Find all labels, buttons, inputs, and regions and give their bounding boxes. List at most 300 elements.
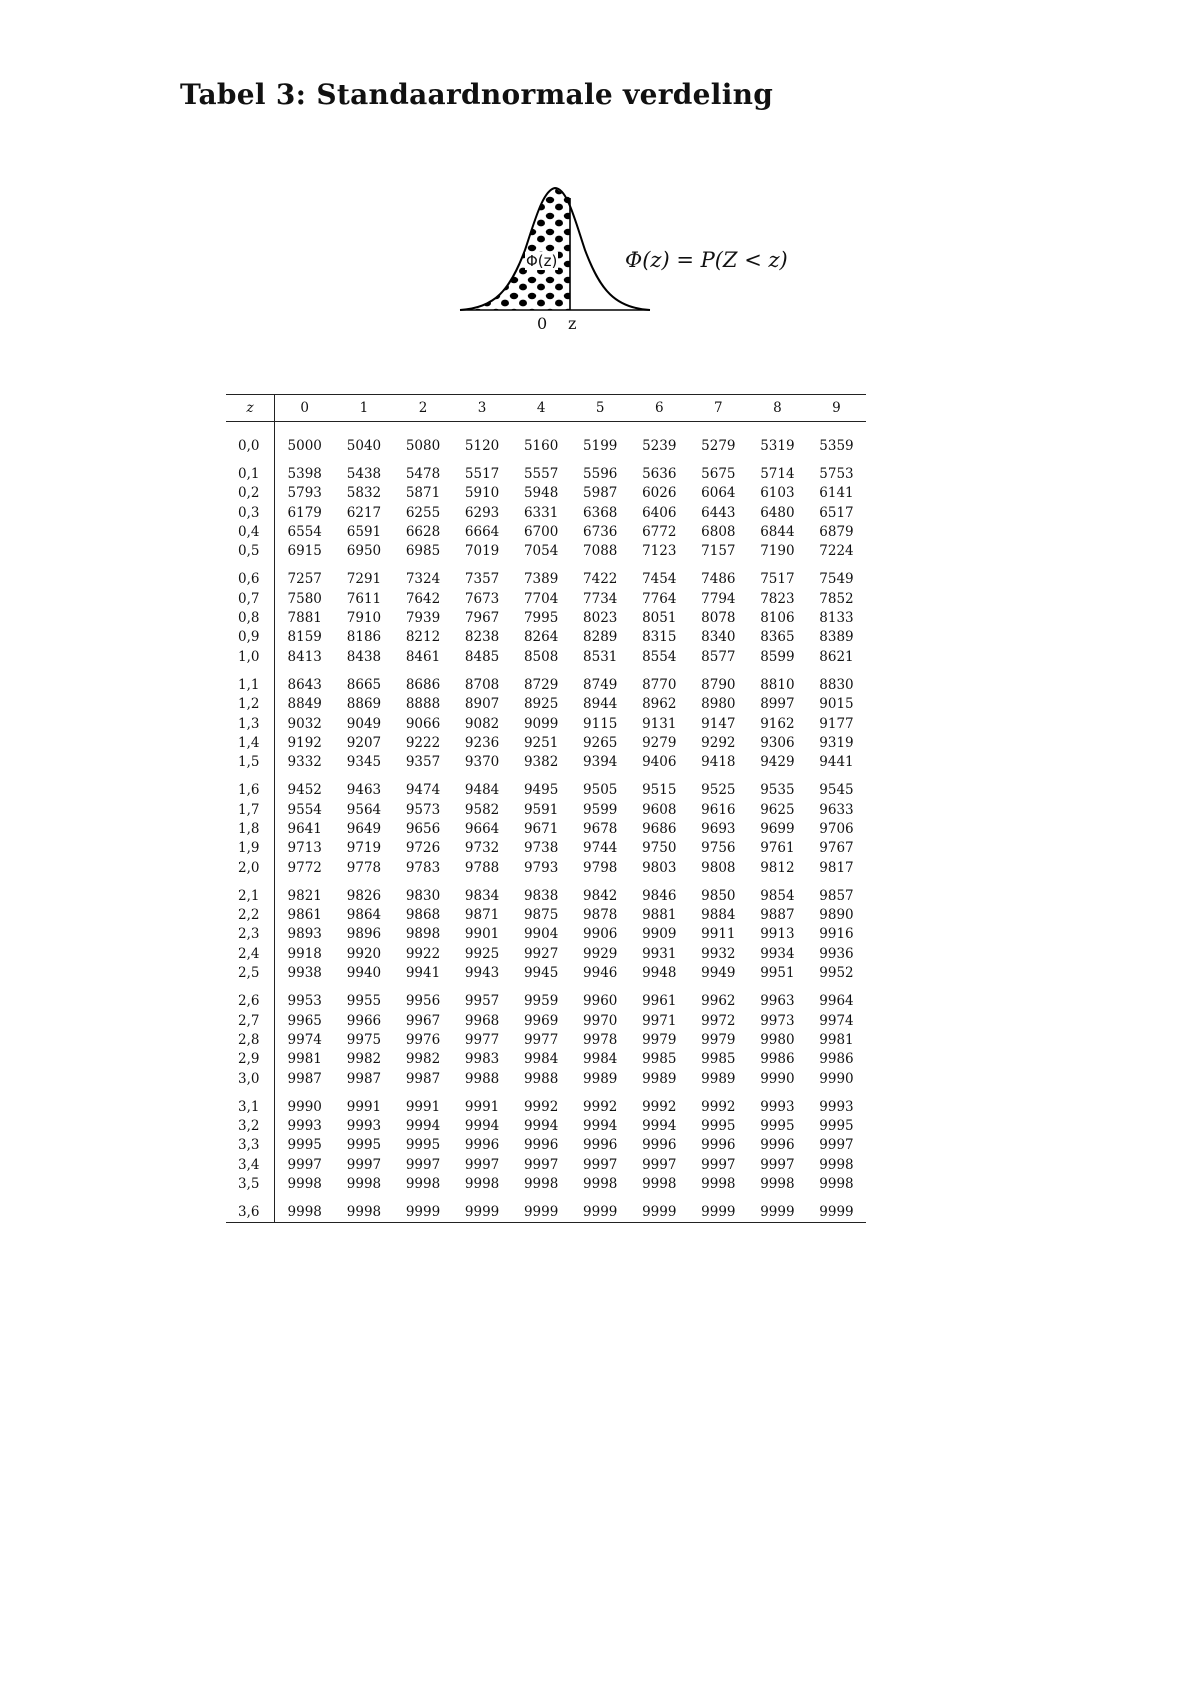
probability-cell: 9998 xyxy=(346,1176,382,1193)
probability-cell: 9999 xyxy=(523,1204,559,1221)
probability-cell: 9131 xyxy=(642,715,677,732)
probability-cell: 9991 xyxy=(346,1098,382,1115)
probability-cell: 9927 xyxy=(523,945,559,962)
probability-cell: 5517 xyxy=(464,465,500,482)
column-header-8: 8 xyxy=(748,395,807,422)
probability-cell: 9115 xyxy=(583,715,618,732)
probability-cell: 9979 xyxy=(642,1031,677,1048)
probability-cell: 9952 xyxy=(819,965,854,982)
probability-cell: 9995 xyxy=(760,1118,795,1135)
probability-cell: 9756 xyxy=(701,840,736,857)
probability-cell: 9979 xyxy=(701,1031,736,1048)
probability-cell: 7517 xyxy=(760,571,795,588)
probability-cell: 9984 xyxy=(583,1051,618,1068)
probability-cell: 9474 xyxy=(405,782,441,799)
probability-cell: 5239 xyxy=(642,437,677,454)
probability-cell: 9591 xyxy=(523,801,559,818)
table-row xyxy=(226,561,866,589)
probability-cell: 9999 xyxy=(760,1204,795,1221)
probability-cell: 9406 xyxy=(642,754,677,771)
probability-cell: 9918 xyxy=(287,945,322,962)
probability-cell: 8365 xyxy=(760,629,795,646)
probability-cell: 9967 xyxy=(405,1012,441,1029)
normal-curve-figure xyxy=(455,180,815,340)
probability-cell: 8508 xyxy=(523,648,559,665)
probability-cell: 9925 xyxy=(464,945,500,962)
column-header-9: 9 xyxy=(807,395,866,422)
probability-cell: 9994 xyxy=(464,1118,500,1135)
table-row xyxy=(226,1117,866,1136)
probability-cell: 5596 xyxy=(583,465,618,482)
probability-cell: 9871 xyxy=(464,907,500,924)
probability-cell: 9988 xyxy=(523,1070,559,1087)
probability-cell: 8643 xyxy=(287,676,322,693)
probability-cell: 9608 xyxy=(642,801,677,818)
z-value: 1,0 xyxy=(226,647,275,666)
table-row xyxy=(226,944,866,963)
probability-cell: 9826 xyxy=(346,887,382,904)
probability-cell: 7422 xyxy=(583,571,618,588)
probability-cell: 5714 xyxy=(760,465,795,482)
probability-cell: 9980 xyxy=(760,1031,795,1048)
probability-cell: 9738 xyxy=(523,840,559,857)
probability-cell: 9864 xyxy=(346,907,382,924)
table-row xyxy=(226,455,866,483)
probability-cell: 9975 xyxy=(346,1031,382,1048)
z-column-header: z xyxy=(226,395,275,422)
probability-cell: 6879 xyxy=(819,523,854,540)
z-value: 1,3 xyxy=(226,714,275,733)
probability-cell: 9941 xyxy=(405,965,441,982)
probability-cell: 8133 xyxy=(819,610,854,627)
probability-cell: 9345 xyxy=(346,754,382,771)
probability-cell: 5753 xyxy=(819,465,854,482)
probability-cell: 9951 xyxy=(760,965,795,982)
table-row xyxy=(226,628,866,647)
z-value: 1,5 xyxy=(226,752,275,771)
z-value: 3,2 xyxy=(226,1117,275,1136)
probability-cell: 9988 xyxy=(464,1070,500,1087)
probability-cell: 9850 xyxy=(701,887,736,904)
probability-cell: 9991 xyxy=(464,1098,500,1115)
table-row xyxy=(226,1136,866,1155)
probability-cell: 5319 xyxy=(760,437,795,454)
probability-cell: 8023 xyxy=(583,610,618,627)
table-row xyxy=(226,647,866,666)
table-row xyxy=(226,608,866,627)
probability-cell: 9966 xyxy=(346,1012,382,1029)
probability-cell: 9973 xyxy=(760,1012,795,1029)
probability-cell: 7611 xyxy=(346,590,382,607)
probability-cell: 9997 xyxy=(287,1156,322,1173)
probability-cell: 9997 xyxy=(701,1156,736,1173)
probability-cell: 8888 xyxy=(405,696,441,713)
probability-cell: 9049 xyxy=(346,715,382,732)
probability-cell: 9999 xyxy=(583,1204,618,1221)
probability-cell: 9545 xyxy=(819,782,854,799)
probability-cell: 9878 xyxy=(583,907,618,924)
probability-cell: 9998 xyxy=(346,1204,382,1221)
probability-cell: 9911 xyxy=(701,926,736,943)
z-value: 3,0 xyxy=(226,1069,275,1088)
probability-cell: 9993 xyxy=(346,1118,382,1135)
table-row xyxy=(226,541,866,560)
probability-cell: 6808 xyxy=(701,523,736,540)
probability-cell: 9964 xyxy=(819,993,854,1010)
probability-cell: 9995 xyxy=(701,1118,736,1135)
probability-cell: 9955 xyxy=(346,993,382,1010)
probability-cell: 9999 xyxy=(405,1204,441,1221)
probability-cell: 9599 xyxy=(583,801,618,818)
probability-cell: 9960 xyxy=(583,993,618,1010)
probability-cell: 9984 xyxy=(523,1051,559,1068)
probability-cell: 6103 xyxy=(760,485,795,502)
probability-cell: 9948 xyxy=(642,965,677,982)
probability-cell: 9996 xyxy=(701,1137,736,1154)
probability-cell: 8485 xyxy=(464,648,500,665)
probability-cell: 7454 xyxy=(642,571,677,588)
probability-cell: 9713 xyxy=(287,840,322,857)
table-row xyxy=(226,1011,866,1030)
z-value: 2,7 xyxy=(226,1011,275,1030)
probability-cell: 9989 xyxy=(583,1070,618,1087)
table-row xyxy=(226,1174,866,1193)
probability-cell: 7673 xyxy=(464,590,500,607)
probability-cell: 5987 xyxy=(583,485,618,502)
probability-cell: 9994 xyxy=(583,1118,618,1135)
probability-cell: 9991 xyxy=(405,1098,441,1115)
probability-cell: 9846 xyxy=(642,887,677,904)
probability-cell: 8577 xyxy=(701,648,736,665)
probability-cell: 9996 xyxy=(583,1137,618,1154)
column-header-3: 3 xyxy=(453,395,512,422)
probability-cell: 9693 xyxy=(701,820,736,837)
table-row xyxy=(226,877,866,905)
probability-cell: 9793 xyxy=(523,859,559,876)
probability-cell: 9821 xyxy=(287,887,322,904)
probability-cell: 5120 xyxy=(464,437,500,454)
probability-cell: 6736 xyxy=(583,523,618,540)
probability-cell: 9983 xyxy=(464,1051,500,1068)
table-row xyxy=(226,733,866,752)
z-value: 1,6 xyxy=(226,772,275,800)
probability-cell: 9976 xyxy=(405,1031,441,1048)
probability-cell: 9357 xyxy=(405,754,441,771)
table-row xyxy=(226,695,866,714)
probability-cell: 9505 xyxy=(583,782,618,799)
z-value: 2,1 xyxy=(226,877,275,905)
probability-cell: 9992 xyxy=(523,1098,559,1115)
probability-cell: 9857 xyxy=(819,887,854,904)
probability-cell: 9985 xyxy=(701,1051,736,1068)
z-value: 0,9 xyxy=(226,628,275,647)
probability-cell: 9015 xyxy=(819,696,854,713)
probability-cell: 8438 xyxy=(346,648,382,665)
table-row xyxy=(226,800,866,819)
probability-cell: 5040 xyxy=(346,437,382,454)
probability-cell: 8686 xyxy=(405,676,441,693)
probability-cell: 9292 xyxy=(701,734,736,751)
probability-cell: 9656 xyxy=(405,820,441,837)
probability-cell: 8980 xyxy=(701,696,736,713)
probability-cell: 7881 xyxy=(287,610,322,627)
probability-cell: 9997 xyxy=(405,1156,441,1173)
table-row xyxy=(226,819,866,838)
probability-cell: 7224 xyxy=(819,543,854,560)
probability-cell: 5871 xyxy=(405,485,441,502)
probability-cell: 9706 xyxy=(819,820,854,837)
probability-cell: 9977 xyxy=(523,1031,559,1048)
probability-cell: 8554 xyxy=(642,648,677,665)
probability-cell: 9319 xyxy=(819,734,854,751)
probability-cell: 9744 xyxy=(583,840,618,857)
probability-cell: 6293 xyxy=(464,504,500,521)
probability-cell: 9881 xyxy=(642,907,677,924)
probability-cell: 5398 xyxy=(287,465,322,482)
probability-cell: 6217 xyxy=(346,504,382,521)
probability-cell: 5675 xyxy=(701,465,736,482)
probability-cell: 9732 xyxy=(464,840,500,857)
probability-cell: 8830 xyxy=(819,676,854,693)
probability-cell: 7054 xyxy=(523,543,559,560)
probability-cell: 5636 xyxy=(642,465,677,482)
probability-cell: 9982 xyxy=(405,1051,441,1068)
probability-cell: 7324 xyxy=(405,571,441,588)
probability-cell: 5793 xyxy=(287,485,322,502)
cdf-formula: Φ(z) = P(Z < z) xyxy=(625,248,788,272)
probability-cell: 9817 xyxy=(819,859,854,876)
column-header-6: 6 xyxy=(630,395,689,422)
probability-cell: 9279 xyxy=(642,734,677,751)
probability-cell: 7939 xyxy=(405,610,441,627)
probability-cell: 9990 xyxy=(287,1098,322,1115)
probability-cell: 9994 xyxy=(642,1118,677,1135)
z-value: 2,4 xyxy=(226,944,275,963)
probability-cell: 8708 xyxy=(464,676,500,693)
probability-cell: 8869 xyxy=(346,696,382,713)
probability-cell: 9616 xyxy=(701,801,736,818)
probability-cell: 9995 xyxy=(819,1118,854,1135)
probability-cell: 9998 xyxy=(464,1176,500,1193)
probability-cell: 9032 xyxy=(287,715,322,732)
shaded-area-label: Φ(z) xyxy=(526,252,558,270)
probability-cell: 9671 xyxy=(523,820,559,837)
probability-cell: 7823 xyxy=(760,590,795,607)
probability-cell: 9906 xyxy=(583,926,618,943)
probability-cell: 8770 xyxy=(642,676,677,693)
probability-cell: 9686 xyxy=(642,820,677,837)
probability-cell: 9441 xyxy=(819,754,854,771)
probability-cell: 9953 xyxy=(287,993,322,1010)
probability-cell: 9265 xyxy=(583,734,618,751)
table-row xyxy=(226,589,866,608)
probability-cell: 9977 xyxy=(464,1031,500,1048)
table-row xyxy=(226,963,866,982)
probability-cell: 8289 xyxy=(583,629,618,646)
probability-cell: 9082 xyxy=(464,715,500,732)
z-value: 1,9 xyxy=(226,839,275,858)
table-row xyxy=(226,1155,866,1174)
probability-cell: 9922 xyxy=(405,945,441,962)
probability-cell: 7157 xyxy=(701,543,736,560)
probability-cell: 9962 xyxy=(701,993,736,1010)
probability-cell: 6772 xyxy=(642,523,677,540)
probability-cell: 9788 xyxy=(464,859,500,876)
probability-cell: 9929 xyxy=(583,945,618,962)
probability-cell: 9147 xyxy=(701,715,736,732)
probability-cell: 9943 xyxy=(464,965,500,982)
table-row xyxy=(226,422,866,456)
probability-cell: 9861 xyxy=(287,907,322,924)
probability-cell: 8238 xyxy=(464,629,500,646)
probability-cell: 9222 xyxy=(405,734,441,751)
probability-cell: 6950 xyxy=(346,543,382,560)
table-row xyxy=(226,484,866,503)
probability-cell: 5199 xyxy=(583,437,618,454)
probability-cell: 8186 xyxy=(346,629,382,646)
probability-cell: 9938 xyxy=(287,965,322,982)
probability-cell: 8810 xyxy=(760,676,795,693)
probability-cell: 6141 xyxy=(819,485,854,502)
probability-cell: 9969 xyxy=(523,1012,559,1029)
probability-cell: 9916 xyxy=(819,926,854,943)
probability-cell: 9956 xyxy=(405,993,441,1010)
probability-cell: 9999 xyxy=(464,1204,500,1221)
probability-cell: 8106 xyxy=(760,610,795,627)
probability-cell: 9890 xyxy=(819,907,854,924)
table-row xyxy=(226,858,866,877)
probability-cell: 9573 xyxy=(405,801,441,818)
probability-cell: 9207 xyxy=(346,734,382,751)
probability-cell: 5160 xyxy=(523,437,559,454)
z-table xyxy=(226,394,866,1223)
probability-cell: 9803 xyxy=(642,859,677,876)
probability-cell: 9987 xyxy=(405,1070,441,1087)
probability-cell: 9904 xyxy=(523,926,559,943)
table-row xyxy=(226,772,866,800)
probability-cell: 9997 xyxy=(523,1156,559,1173)
probability-cell: 6443 xyxy=(701,504,736,521)
probability-cell: 9997 xyxy=(642,1156,677,1173)
probability-cell: 6406 xyxy=(642,504,677,521)
probability-cell: 5359 xyxy=(819,437,854,454)
probability-cell: 5910 xyxy=(464,485,500,502)
probability-cell: 6664 xyxy=(464,523,500,540)
z-value: 2,3 xyxy=(226,925,275,944)
column-header-0: 0 xyxy=(275,395,335,422)
probability-cell: 9932 xyxy=(701,945,736,962)
probability-cell: 9934 xyxy=(760,945,795,962)
z-value: 0,2 xyxy=(226,484,275,503)
z-value: 3,1 xyxy=(226,1088,275,1116)
probability-cell: 6915 xyxy=(287,543,322,560)
probability-cell: 9625 xyxy=(760,801,795,818)
table-row xyxy=(226,752,866,771)
probability-cell: 6628 xyxy=(405,523,441,540)
probability-cell: 8729 xyxy=(523,676,559,693)
probability-cell: 9936 xyxy=(819,945,854,962)
z-value: 0,5 xyxy=(226,541,275,560)
probability-cell: 9972 xyxy=(701,1012,736,1029)
probability-cell: 9778 xyxy=(346,859,382,876)
probability-cell: 9998 xyxy=(819,1156,854,1173)
probability-cell: 9986 xyxy=(819,1051,854,1068)
probability-cell: 9971 xyxy=(642,1012,677,1029)
probability-cell: 6064 xyxy=(701,485,736,502)
probability-cell: 8315 xyxy=(642,629,677,646)
table-row xyxy=(226,522,866,541)
probability-cell: 9236 xyxy=(464,734,500,751)
probability-cell: 9875 xyxy=(523,907,559,924)
probability-cell: 8599 xyxy=(760,648,795,665)
probability-cell: 8749 xyxy=(583,676,618,693)
probability-cell: 9999 xyxy=(819,1204,854,1221)
column-header-4: 4 xyxy=(512,395,571,422)
z-value: 2,9 xyxy=(226,1050,275,1069)
probability-cell: 9909 xyxy=(642,926,677,943)
probability-cell: 9838 xyxy=(523,887,559,904)
probability-cell: 9920 xyxy=(346,945,382,962)
probability-cell: 9998 xyxy=(819,1176,854,1193)
probability-cell: 9985 xyxy=(642,1051,677,1068)
probability-cell: 6554 xyxy=(287,523,322,540)
probability-cell: 9997 xyxy=(819,1137,854,1154)
table-row xyxy=(226,839,866,858)
probability-cell: 7967 xyxy=(464,610,500,627)
probability-cell: 8212 xyxy=(405,629,441,646)
probability-cell: 9998 xyxy=(642,1176,677,1193)
z-value: 3,4 xyxy=(226,1155,275,1174)
tick-z: z xyxy=(568,314,577,333)
probability-cell: 6700 xyxy=(523,523,559,540)
probability-cell: 9808 xyxy=(701,859,736,876)
probability-cell: 8078 xyxy=(701,610,736,627)
probability-cell: 9699 xyxy=(760,820,795,837)
probability-cell: 9332 xyxy=(287,754,322,771)
probability-cell: 8907 xyxy=(464,696,500,713)
probability-cell: 9998 xyxy=(523,1176,559,1193)
probability-cell: 9554 xyxy=(287,801,322,818)
probability-cell: 9997 xyxy=(760,1156,795,1173)
probability-cell: 9992 xyxy=(583,1098,618,1115)
probability-cell: 9940 xyxy=(346,965,382,982)
probability-cell: 9162 xyxy=(760,715,795,732)
z-value: 2,0 xyxy=(226,858,275,877)
probability-cell: 9987 xyxy=(287,1070,322,1087)
probability-cell: 7794 xyxy=(701,590,736,607)
table-row xyxy=(226,1088,866,1116)
probability-cell: 9994 xyxy=(523,1118,559,1135)
probability-cell: 9834 xyxy=(464,887,500,904)
probability-cell: 9664 xyxy=(464,820,500,837)
probability-cell: 9896 xyxy=(346,926,382,943)
probability-cell: 7389 xyxy=(523,571,559,588)
probability-cell: 9641 xyxy=(287,820,322,837)
probability-cell: 9998 xyxy=(287,1204,322,1221)
probability-cell: 9484 xyxy=(464,782,500,799)
tick-zero: 0 xyxy=(537,314,548,333)
probability-cell: 9949 xyxy=(701,965,736,982)
probability-cell: 9649 xyxy=(346,820,382,837)
probability-cell: 7291 xyxy=(346,571,382,588)
z-value: 2,5 xyxy=(226,963,275,982)
table-row xyxy=(226,906,866,925)
probability-cell: 5279 xyxy=(701,437,736,454)
probability-cell: 9968 xyxy=(464,1012,500,1029)
probability-cell: 8264 xyxy=(523,629,559,646)
z-value: 1,7 xyxy=(226,800,275,819)
probability-cell: 6255 xyxy=(405,504,441,521)
